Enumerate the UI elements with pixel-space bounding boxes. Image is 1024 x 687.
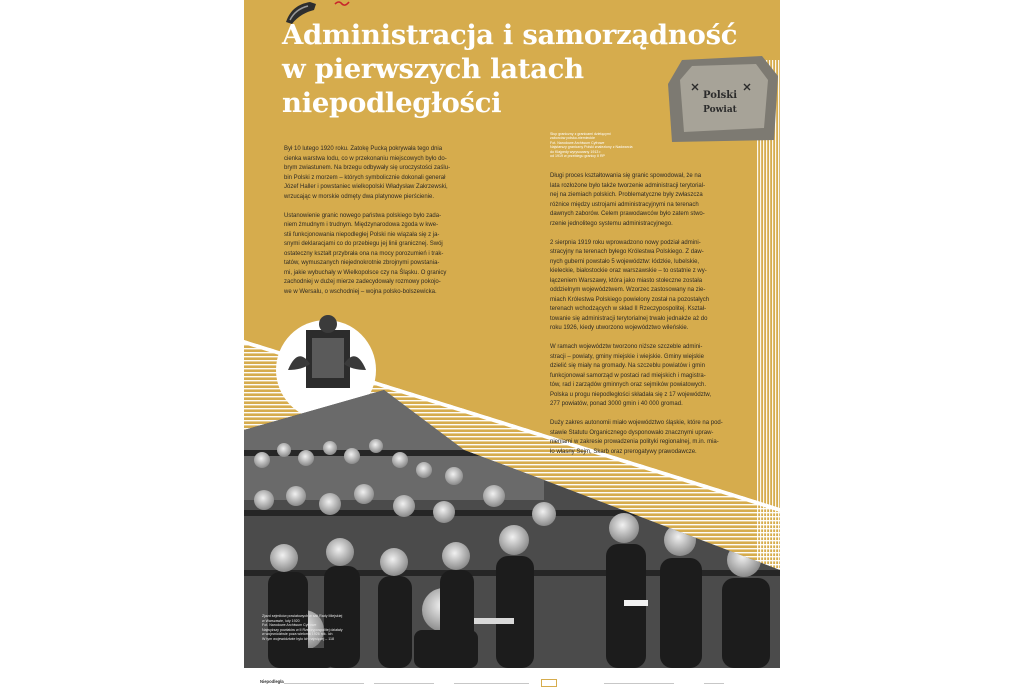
caption-line: Najwyższy powiatów w II Rzeczypospolitej działały bbox=[262, 627, 343, 632]
text-line: stawie Statutu Organicznego dysponowało znacznymi upraw- bbox=[550, 429, 714, 436]
text-line: we w Wersalu, o wschodniej – wojna polsko-bolszewicka. bbox=[284, 288, 437, 295]
photo-caption bbox=[262, 614, 392, 642]
text-line: Józef Haller i powstaniec wielkopolski Władysław Zakrzewski, bbox=[284, 184, 448, 190]
poster-footer bbox=[244, 668, 780, 685]
footer-logo bbox=[541, 679, 557, 687]
caption-line: W tym województwie było ich najwięcej – 118 bbox=[262, 636, 335, 641]
caption-line: w województwie poza wieloma 1926 rok. Ich bbox=[262, 632, 333, 637]
text-line: Długi proces kształtowania się granic spowodował, że na bbox=[550, 173, 702, 179]
text-line: bin Polski z morzem – których symbolicznie dokonali generał bbox=[284, 174, 446, 181]
paragraph bbox=[550, 239, 772, 334]
text-line: stii funkcjonowania niepodległej Polski nie wiązała się z ja- bbox=[284, 231, 440, 238]
caption-line: do Kłajpedy wyrysowany 1913 r. bbox=[550, 149, 602, 154]
text-line: różnice między ustrojami administracyjnymi na terenach bbox=[550, 201, 699, 208]
text-line: stracyjny na terenach byłego Królestwa Polskiego. Z daw- bbox=[550, 249, 704, 255]
footer-divider bbox=[284, 683, 364, 684]
caption-line: Fot. Narodowe Archiwum Cyfrowe bbox=[262, 623, 317, 628]
text-line: dzielić się miały na gromady. Na szczeblu powiatów i gmin bbox=[550, 363, 705, 369]
text-line: zachodniej w dużej mierze zadecydowały rozmowy pokojo- bbox=[284, 279, 441, 285]
footer-divider bbox=[704, 683, 724, 684]
text-line: Polska u progu niepodległości składała się z 17 województw, bbox=[550, 391, 712, 398]
text-line: cienka warstwa lodu, co w przekonaniu miejscowych było do- bbox=[284, 155, 447, 162]
title-line: Administracja i samorządność bbox=[282, 19, 738, 51]
text-line: Duży zakres autonomii miało województwo śląskie, które na pod- bbox=[550, 420, 723, 426]
paragraph bbox=[550, 419, 772, 457]
caption-line: zaborców polsko-niemieckie bbox=[550, 136, 595, 141]
caption-line: Zjazd sejmików powiatowych w sali Rady Miejskiej bbox=[262, 614, 343, 618]
text-line: kieleckie, białostockie oraz warszawskie – to ostatnie z wy- bbox=[550, 268, 707, 274]
left-text-column bbox=[284, 145, 506, 307]
text-line: roku 1926, kiedy utworzono województwo wileńskie. bbox=[550, 325, 689, 331]
text-line: dawnych zaborów. Celem prawodawców było zatem stwo- bbox=[550, 211, 705, 217]
stone-text-1: Polski bbox=[702, 90, 738, 101]
text-line: nych guberni powstało 5 województw: łódzkie, lubelskie, bbox=[550, 258, 700, 265]
text-line: Ustanowienie granic nowego państwa polskiego było zada- bbox=[284, 212, 442, 219]
text-line: ostateczny kształt przybrała ona na mocy porozumień i trak- bbox=[284, 250, 444, 257]
text-line: funkcjonował samorząd w postaci rad miejskich i magistra- bbox=[550, 372, 706, 379]
text-line: tatów, wymuszanych niejednokrotnie zbrojnymi powstania- bbox=[284, 260, 440, 266]
text-line: towanie się administracji terytorialnej trwało jednakże aż do bbox=[550, 315, 708, 322]
paragraph bbox=[284, 145, 506, 202]
text-line: mi, jakie wybuchały w Wielkopolsce czy na Śląsku. O granicy bbox=[284, 269, 447, 276]
text-line: oddzielnym województwem. Wzorzec zastosowany na zie- bbox=[550, 287, 706, 293]
text-line: ło własny Sejm, Skarb oraz prerogatywy prawodawcze. bbox=[550, 448, 697, 455]
caption-line: Słup graniczny z granicami dzielącymi bbox=[550, 132, 611, 136]
text-line: lata rozłożone było także tworzenie administracji terytorial- bbox=[550, 182, 706, 189]
right-text-column bbox=[550, 172, 772, 467]
footer-divider bbox=[604, 683, 674, 684]
text-line: rzenie jednolitego systemu administracyjnego. bbox=[550, 220, 673, 227]
text-line: nej na ziemiach polskich. Problematyczne były zwłaszcza bbox=[550, 192, 703, 198]
text-line: Był 10 lutego 1920 roku. Zatokę Pucką pokrywała tego dnia bbox=[284, 146, 443, 152]
text-line: 277 powiatów, ponad 3000 gmin i 40 000 gromad. bbox=[550, 401, 683, 407]
text-line: nieniami w zakresie prowadzenia polityki regionalnej, m.in. mia- bbox=[550, 439, 719, 445]
title-line: niepodległości bbox=[282, 87, 502, 119]
text-line: 2 sierpnia 1919 roku wprowadzono nowy podział admini- bbox=[550, 239, 701, 246]
text-line: miach Królestwa Polskiego powielony został na pozostałych bbox=[550, 296, 710, 303]
text-line: terenach wchodzących w skład II Rzeczypospolitej. Kształ- bbox=[550, 306, 707, 312]
text-line: W ramach województw tworzono niższe szczeble admini- bbox=[550, 344, 703, 350]
footer-label: Niepodległa bbox=[260, 679, 284, 684]
border-stone-image bbox=[662, 54, 780, 144]
text-line: tów, rad i zarządów gminnych oraz sejmików powiatowych. bbox=[550, 382, 707, 388]
text-line: niem żmudnym i trudnym. Międzynarodowa zgoda w kwe- bbox=[284, 222, 439, 228]
caption-line: Najstarszy graniczny Polski znaleziony z Nadwarcia bbox=[550, 145, 633, 150]
paragraph bbox=[550, 172, 772, 229]
text-line: stracji – powiaty, gminy miejskie i wiejskie. Gminy wiejskie bbox=[550, 353, 704, 360]
paragraph bbox=[284, 212, 506, 298]
text-line: brym zwiastunem. Na brzegu odbywały się uroczystości zaślu- bbox=[284, 165, 451, 171]
red-script-mark bbox=[334, 0, 350, 6]
stone-caption bbox=[550, 132, 656, 158]
exhibition-poster bbox=[244, 0, 780, 668]
text-line: snymi deklaracjami co do przebiegu jej linii granicznej. Swój bbox=[284, 241, 443, 247]
text-line: łączeniem Warszawy, która jako miasto stołeczne została bbox=[550, 277, 703, 284]
text-line: wrzucając w morskie odmęty dwa platynowe pierścienie. bbox=[284, 193, 435, 200]
stone-text-2: Powiat bbox=[703, 105, 737, 115]
title-line: w pierwszych latach bbox=[282, 53, 584, 85]
caption-line: Fot. Narodowe Archiwum Cyfrowe bbox=[550, 140, 605, 145]
paragraph bbox=[550, 343, 772, 410]
footer-divider bbox=[374, 683, 434, 684]
caption-line: od 1919 w przebiegu granicy II RP bbox=[550, 154, 605, 159]
footer-divider bbox=[454, 683, 529, 684]
caption-line: w Warszawie, luty 1920 bbox=[262, 618, 300, 623]
